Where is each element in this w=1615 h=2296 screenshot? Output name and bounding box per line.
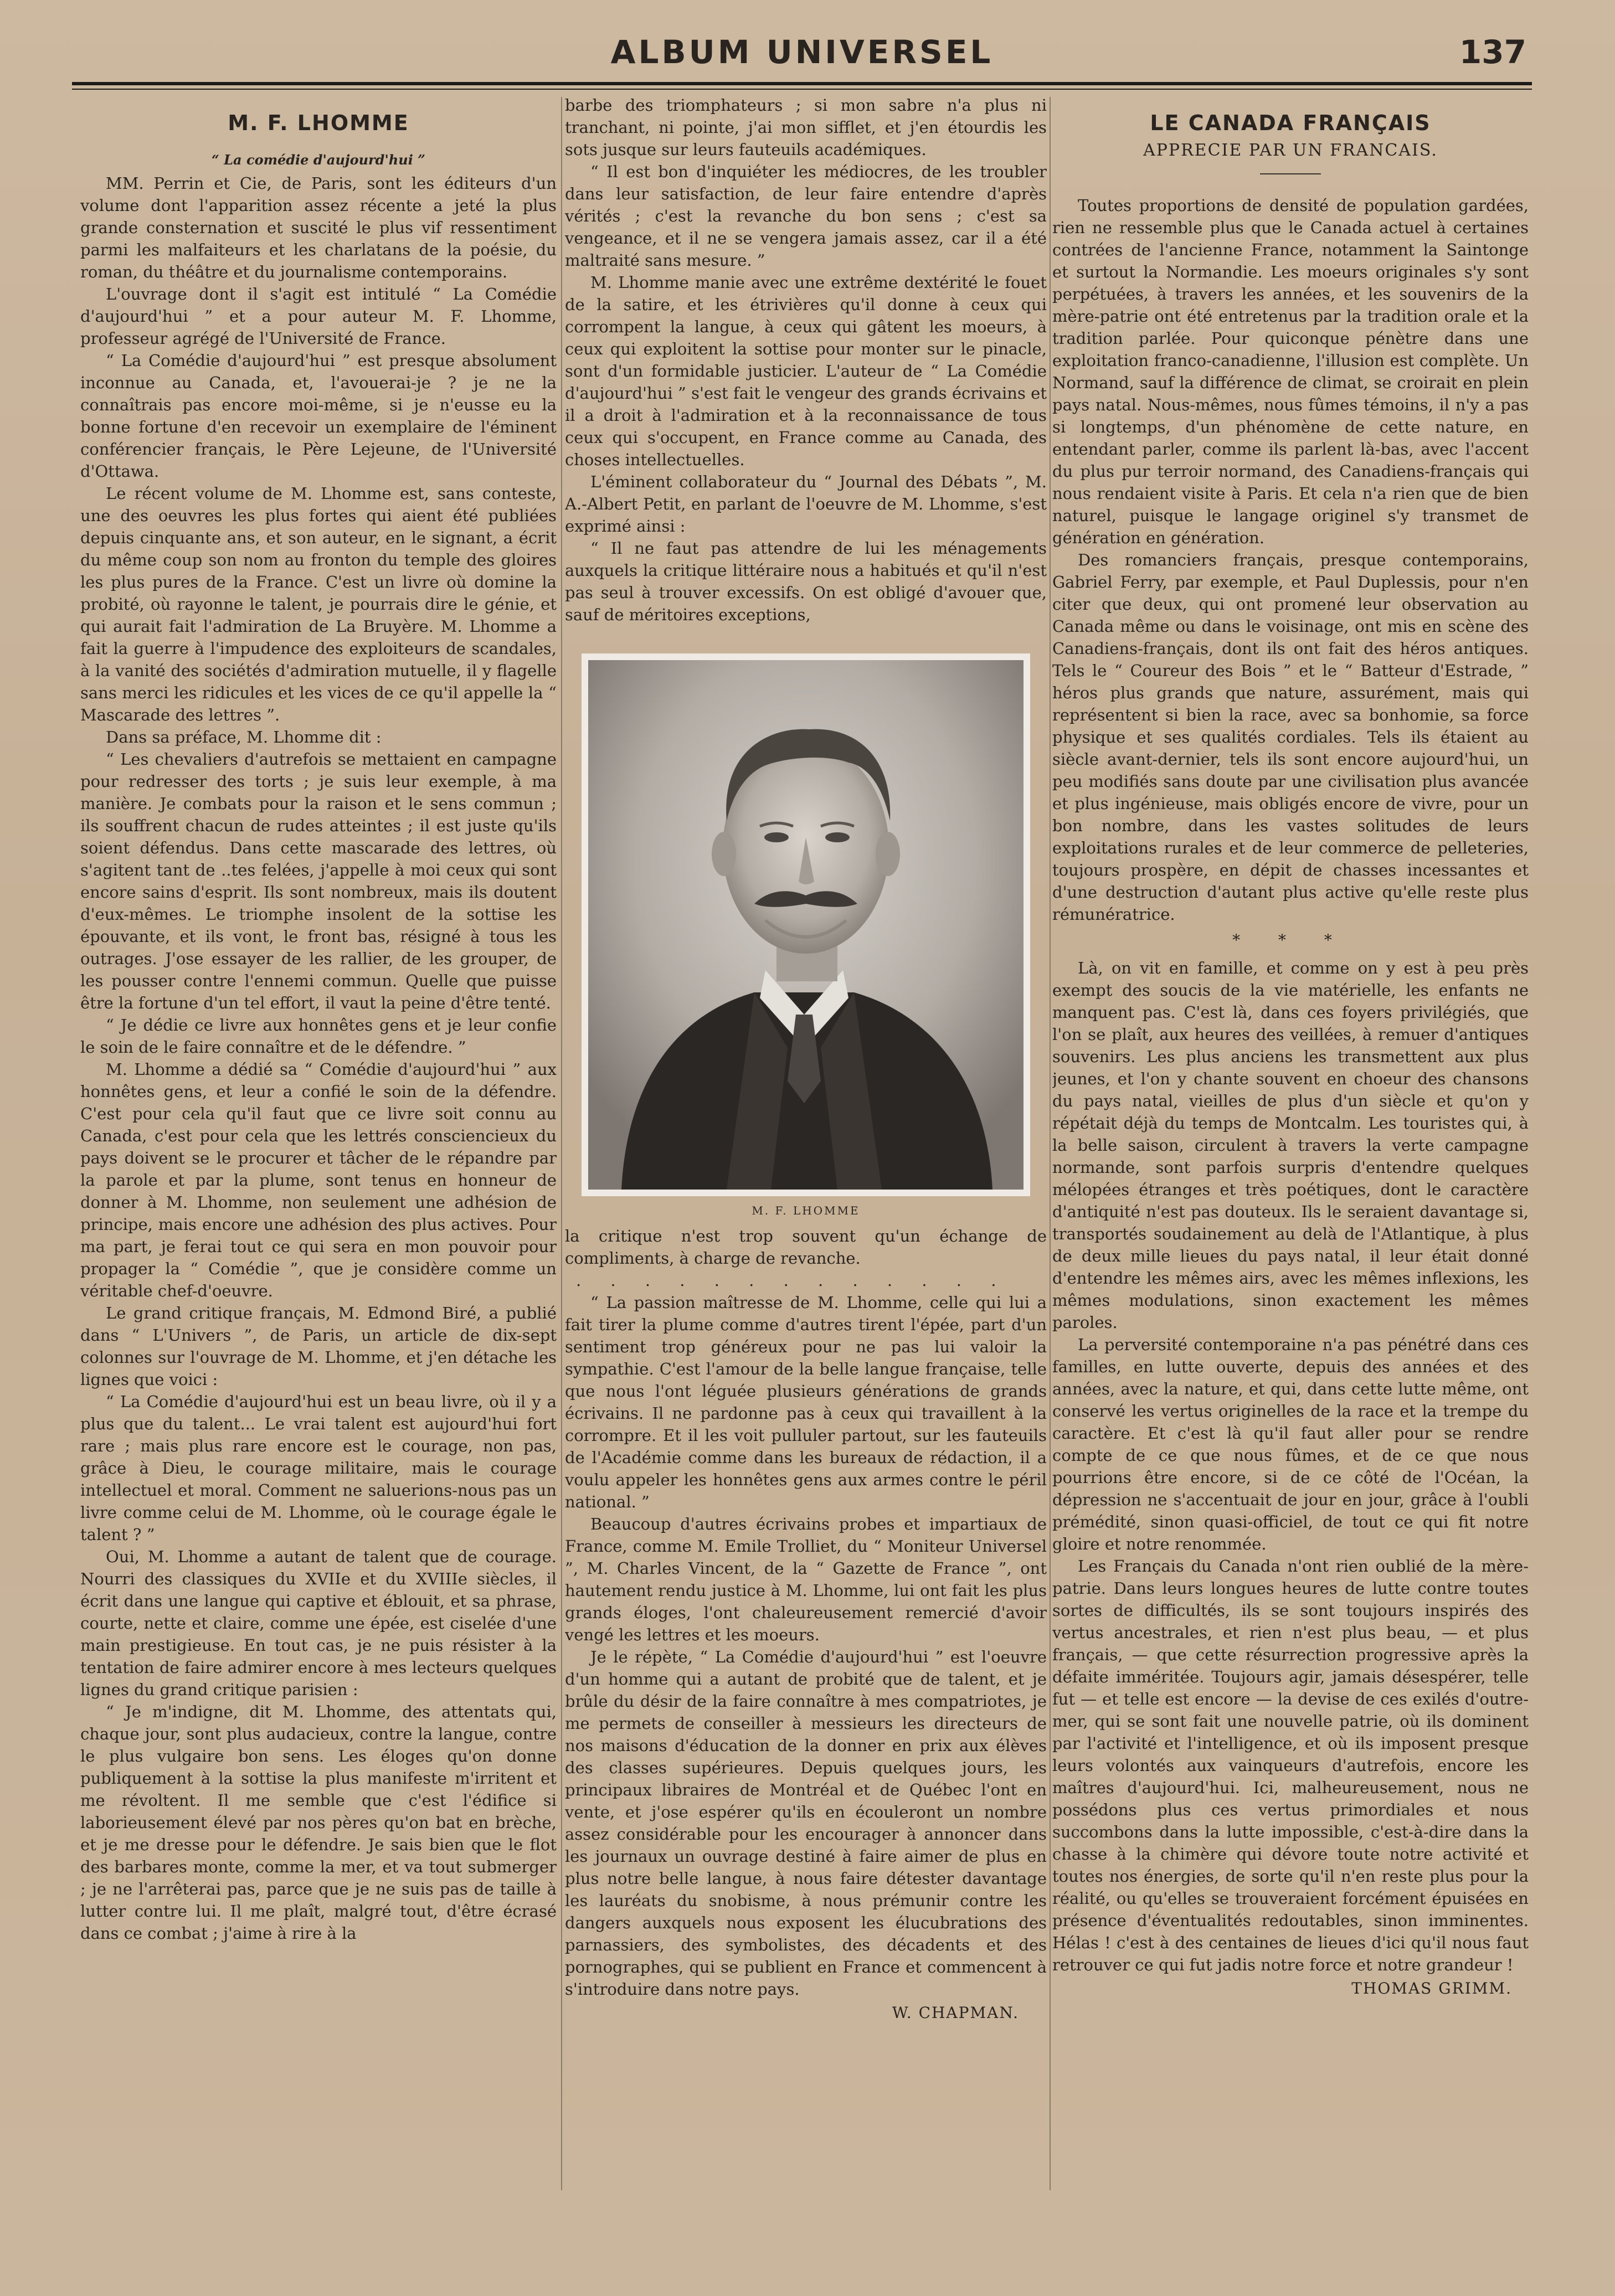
- paragraph: La perversité contemporaine n'a pas pénétré dans ces familles, en lutte ouverte, depuis des années et des années, avec la nature, et qui, dans cette lutte même, ont conservé les vertus originelles de la race et la trempe du caractère. Et c'est là qu'il faut aller pour se rendre compte de ce que nous fûmes, et de ce que nous pourrions être encore, si de ce côté de l'Océan, la dépression ne s'accentuait de jour en jour, grâce à l'oubli prémédité, sinon quasi-officiel, de tout ce qui fit notre gloire et notre renommée.: [1052, 1335, 1529, 1553]
- column-separator: [561, 97, 562, 2190]
- paragraph: Toutes proportions de densité de population gardées, rien ne ressemble plus que le Canada actuel à certaines contrées de l'ancienne France, notamment la Saintonge et surtout la Normandie. Les moeurs originales s'y sont perpétuées, à travers les années, et les souvenirs de la mère-patrie ont été entretenus par la tradition orale et la tradition parlée. Pour quiconque pénètre dans une exploitation franco-canadienne, l'illusion est complète. Un Normand, sauf la différence de climat, se croirait en plein pays natal. Nous-mêmes, nous fûmes témoins, il n'y a pas si longtemps, d'un phénomène de cette nature, en entendant parler, comme ils parlent là-bas, avec l'accent du plus pur terroir normand, des Canadiens-français qui nous rendaient visite à Paris. Et cela n'a rien que de bien naturel, puisque le langage originel s'y transmet de génération en génération.: [1052, 196, 1529, 547]
- article-title: LE CANADA FRANÇAIS: [1150, 111, 1431, 135]
- header-rule-thick: [72, 82, 1532, 85]
- paragraph: Je le répète, “ La Comédie d'aujourd'hui ” est l'oeuvre d'un homme qui a autant de probité que de talent, et je brûle du désir de la faire connaître à mes compatriotes, je me permets de conseiller à messieurs les directeurs de nos maisons d'éducation de la donner en prix aux élèves des classes supérieures. Depuis quelques jours, les principaux libraires de Montréal et de Québec l'ont en vente, et j'ose espérer qu'ils en écouleront un nombre assez considérable pour les encourager à annoncer dans les journaux un ouvrage destiné à faire aimer de plus en plus notre belle langue, à nous faire détester davantage les lauréats du snobisme, à nous prémunir contre les dangers auxquels nous exposent les élucubrations des parnassiers, des symbolistes, des décadents et des pornographes, qui se publient en France et commencent à s'introduire dans notre pays.: [565, 1648, 1047, 1999]
- paragraph: Là, on vit en famille, et comme on y est à peu près exempt des soucis de la vie matérielle, les enfants ne manquent pas. C'est là, dans ces foyers privilégiés, que l'on se plaît, aux heures des veillées, à remuer d'antiques souvenirs. Les plus anciens les transmettent aux plus jeunes, et l'on y chante souvent en choeur des chansons du pays natal, vieilles de plus d'un siècle et qu'on y répétait déjà du temps de Montcalm. Les touristes qui, à la belle saison, circulent à travers la verte campagne normande, sont parfois surpris d'entendre quelques mélopées étranges et très poétiques, dont le caractère d'antiquité n'est pas douteux. Ils le seraient davantage si, transportés soudainement au delà de l'Atlantique, à plus de deux mille lieues du pays natal, il leur était donné d'entendre les mêmes airs, avec les mêmes inflexions, les mêmes modulations, sinon exactement les mêmes paroles.: [1052, 959, 1529, 1332]
- portrait-illustration: [588, 660, 1023, 1190]
- paragraph: Dans sa préface, M. Lhomme dit :: [106, 728, 382, 747]
- paragraph: Oui, M. Lhomme a autant de talent que de courage. Nourri des classiques du XVIIe et du XVIIIe siècles, il écrit dans une langue qui captive et éblouit, et sa phrase, courte, nette et claire, comme une épée, est ciselée d'une main prestigieuse. En tout cas, je ne puis résister à la tentation de faire admirer encore à mes lecteurs quelques lignes du grand critique parisien :: [80, 1547, 557, 1699]
- portrait-photo: [588, 660, 1023, 1190]
- paragraph: Beaucoup d'autres écrivains probes et impartiaux de France, comme M. Emile Trolliet, du “ Moniteur Universel ”, M. Charles Vincent, de la “ Gazette de France ”, ont hautement rendu justice à M. Lhomme, lui ont fait les plus grands éloges, l'ont chaleureusement remercié d'avoir vengé les lettres et les moeurs.: [565, 1515, 1047, 1644]
- ellipsis-separator: . . . . . . . . . . . . .: [576, 1271, 1009, 1290]
- page-number: 137: [1459, 33, 1526, 71]
- article-body: [1052, 194, 1529, 1976]
- paragraph: “ La Comédie d'aujourd'hui est un beau livre, où il y a plus que du talent... Le vrai talent est aujourd'hui fort rare ; mais plus rare encore est le courage, non pas, grâce à Dieu, le courage militaire, mais le courage intellectuel et moral. Comment ne saluerions-nous pas un livre comme celui de M. Lhomme, où le courage égale le talent ? ”: [80, 1392, 557, 1544]
- column-canada-francais: [1052, 94, 1529, 2254]
- journal-title: ALBUM UNIVERSEL: [610, 33, 994, 71]
- column-separator: [1050, 97, 1051, 2190]
- paragraph: Le récent volume de M. Lhomme est, sans conteste, une des oeuvres les plus fortes qui aient été publiées depuis cinquante ans, et son auteur, en le signant, a écrit du même coup son nom au fronton du temple des gloires les plus pures de la France. C'est un livre où domine la probité, où rayonne le talent, je pourrais dire le génie, et qui aurait fait l'admiration de La Bruyère. M. Lhomme a fait la guerre à l'impudence des exploiteurs de scandales, à la vanité des sociétés d'admiration mutuelle, il y flagelle sans merci les ridicules et les vices de ce qu'il appelle la “ Mascarade des lettres ”.: [80, 484, 557, 724]
- article-title: M. F. LHOMME: [228, 111, 409, 135]
- page-header: [72, 33, 1532, 86]
- author-signature: THOMAS GRIMM.: [1351, 1979, 1512, 1998]
- title-rule: [1260, 173, 1321, 174]
- paragraph: Les Français du Canada n'ont rien oublié de la mère-patrie. Dans leurs longues heures de lutte contre toutes sortes de difficultés, ils se sont toujours inspirés des vertus ancestrales, et rien n'est plus beau, — et plus français, — que cette résurrection progressive après la défaite imméritée. Toujours agir, jamais désespérer, telle fut — et telle est encore — la devise de ces exilés d'outre-mer, qui se sont fait une nouvelle patrie, où ils dominent par l'activité et l'intelligence, et où ils imposent presque leurs volontés aux vainqueurs d'autrefois, encore les maîtres d'aujourd'hui. Ici, malheureusement, nous ne possédons plus ces vertus primordiales et nous succombons dans la lutte impossible, c'est-à-dire dans la chasse à la chimère qui dévore toute notre activité et toutes nos énergies, de sorte qu'il n'en reste plus pour la réalité, ou qu'elles se trouveraient forcément épuisées en présence d'éventualités redoutables, sinon imminentes. Hélas ! c'est à des centaines de lieues d'ici qu'il nous faut retrouver ce qui fut jadis notre force et notre grandeur !: [1052, 1557, 1529, 1974]
- article-kicker: APPRECIE PAR UN FRANCAIS.: [1143, 141, 1438, 160]
- paragraph: barbe des triomphateurs ; si mon sabre n'a plus ni tranchant, ni pointe, j'ai mon sifflet, et j'en étourdis les sots jusque sur leurs fauteuils académiques.: [565, 96, 1047, 159]
- paragraph: “ Je m'indigne, dit M. Lhomme, des attentats qui, chaque jour, sont plus audacieux, contre la langue, contre le plus vulgaire bon sens. Les éloges qu'on donne publiquement à la sottise la plus manifeste m'irritent et me révoltent. Il me semble que c'est l'édifice si laborieusement élevé par nos pères qu'on bat en brèche, et je me dresse pour le défendre. Je sais bien que le flot des barbares monte, comme la mer, et va tout submerger ; je ne l'arrêterai pas, parce que je ne suis pas de taille à lutter contre lui. Il me plaît, malgré tout, d'être écrasé dans ce combat ; j'aime à rire à la: [80, 1702, 557, 1943]
- column-lhomme-continued: [565, 94, 1047, 2254]
- paragraph: L'ouvrage dont il s'agit est intitulé “ La Comédie d'aujourd'hui ” et a pour auteur M. F. Lhomme, professeur agrégé de l'Université de France.: [80, 285, 557, 348]
- paragraph: “ La passion maîtresse de M. Lhomme, celle qui lui a fait tirer la plume comme d'autres tirent l'épée, part d'un sentiment trop généreux pour ne pas lui valoir la sympathie. C'est l'amour de la belle langue française, telle que nous l'ont léguée plusieurs générations de grands écrivains. Il ne pardonne pas à ceux qui travaillent à la corrompre. Et il les voit pulluler partout, sur les fauteuils de l'Académie comme dans les bureaux de rédaction, il a voulu appeler les honnêtes gens aux armes contre le péril national. ”: [565, 1293, 1047, 1511]
- column-lhomme-article: [80, 94, 557, 2254]
- paragraph: MM. Perrin et Cie, de Paris, sont les éditeurs d'un volume dont l'apparition assez récente a jeté la plus grande consternation et suscité le plus vif ressentiment parmi les malfaiteurs et les charlatans de la poésie, du roman, du théâtre et du journalisme contemporains.: [80, 174, 557, 281]
- paragraph: “ Les chevaliers d'autrefois se mettaient en campagne pour redresser des torts ; je suis leur exemple, à ma manière. Je combats pour la raison et le sens commun ; ils souffrent chacun de rudes atteintes ; il est juste qu'ils soient défendus. Dans cette mascarade des lettres, où s'agitent tant de ..tes felées, j'appelle à moi ceux qui sont encore sains d'esprit. Ils sont nombreux, mais ils doutent d'eux-mêmes. Le triomphe insolent de la sottise les épouvante, et ils vont, le front bas, résigné à tous les outrages. J'ose essayer de les rallier, de les grouper, de les pousser contre l'ennemi commun. Quelle que puisse être la fortune d'un tel effort, il vaut la peine d'être tenté.: [80, 750, 557, 1012]
- paragraph: “ La Comédie d'aujourd'hui ” est presque absolument inconnue au Canada, et, l'avouerai-je ? je ne la connaîtrais pas encore moi-même, si je n'eusse eu la bonne fortune d'en recevoir un exemplaire de l'éminent conférencier français, le Père Lejeune, de l'Université d'Ottawa.: [80, 351, 557, 481]
- header-rule-thin: [72, 89, 1532, 90]
- paragraph: “ Il ne faut pas attendre de lui les ménagements auxquels la critique littéraire nous a habitués et qu'il n'est pas seul à trouver excessifs. On est obligé d'avouer que, sauf de méritoires exceptions,: [565, 539, 1047, 624]
- article-body: [80, 172, 557, 1944]
- paragraph: la critique n'est trop souvent qu'un échange de compliments, à charge de revanche.: [565, 1227, 1047, 1268]
- author-signature: W. CHAPMAN.: [892, 2004, 1019, 2022]
- paragraph: L'éminent collaborateur du “ Journal des Débats ”, M. A.-Albert Petit, en parlant de l'oeuvre de M. Lhomme, s'est exprimé ainsi :: [565, 472, 1047, 536]
- photo-caption: M. F. LHOMME: [752, 1204, 860, 1217]
- portrait-photo-frame: [582, 653, 1030, 1196]
- section-break: * * *: [1232, 931, 1349, 949]
- paragraph: M. Lhomme manie avec une extrême dextérité le fouet de la satire, et les étrivières qu'il donne à ceux qui corrompent la langue, à ceux qui gâtent les moeurs, à ceux qui exploitent la sottise pour monter sur le pinacle, sont d'un formidable justicier. L'auteur de “ La Comédie d'aujourd'hui ” s'est fait le vengeur des grands écrivains et il a droit à l'admiration et à la reconnaissance de tous ceux qui s'occupent, en France comme au Canada, des choses intellectuelles.: [565, 273, 1047, 469]
- article-body: [565, 94, 1047, 626]
- paragraph: Le grand critique français, M. Edmond Biré, a publié dans “ L'Univers ”, de Paris, un article de dix-sept colonnes sur l'ouvrage de M. Lhomme, et j'en détache les lignes que voici :: [80, 1304, 557, 1389]
- paragraph: “ Il est bon d'inquiéter les médiocres, de les troubler dans leur satisfaction, de leur faire entendre d'après vérités ; c'est la revanche du bon sens ; c'est sa vengeance, et il ne se vengera jamais assez, car il a été maltraité sans mesure. ”: [565, 162, 1047, 270]
- paragraph: Des romanciers français, presque contemporains, Gabriel Ferry, par exemple, et Paul Duplessis, pour n'en citer que deux, qui ont promené leur observation au Canada même ou dans le voisinage, ont mis en scène des Canadiens-français, dont ils ont fait des héros antiques. Tels le “ Coureur des Bois ” et le “ Batteur d'Estrade, ” héros plus grands que nature, assurément, mais qui représentent si bien la race, avec sa bonhomie, sa force physique et ses qualités cordiales. Tels ils étaient au siècle avant-dernier, tels ils sont encore aujourd'hui, un peu modifiés sans doute par une civilisation plus avancée et plus ingénieuse, mais obligés encore de vivre, pour un bon nombre, dans les vastes solitudes de leurs exploitations rurales et de leur commerce de pelleteries, toujours prospère, en dépit de chasses incessantes et d'une destruction d'autant plus active qu'elle reste plus rémunératrice.: [1052, 550, 1529, 924]
- article-body-continued: [565, 1225, 1047, 2000]
- paragraph: “ Je dédie ce livre aux honnêtes gens et je leur confie le soin de le faire connaître et de le défendre. ”: [80, 1016, 557, 1057]
- paragraph: M. Lhomme a dédié sa “ Comédie d'aujourd'hui ” aux honnêtes gens, et leur a confié le soin de la défendre. C'est pour cela qu'il faut que ce livre soit connu au Canada, c'est pour cela que les lettrés consciencieux du pays doivent se le procurer et tâcher de le répandre par la parole et par la plume, sont tenus en honneur de donner à M. Lhomme, non seulement une adhésion de principe, mais encore une adhésion des plus actives. Pour ma part, je ferai tout ce qui sera en mon pouvoir pour propager la “ Comédie ”, que je considère comme un véritable chef-d'oeuvre.: [80, 1060, 557, 1300]
- article-subtitle: “ La comédie d'aujourd'hui ”: [212, 152, 425, 168]
